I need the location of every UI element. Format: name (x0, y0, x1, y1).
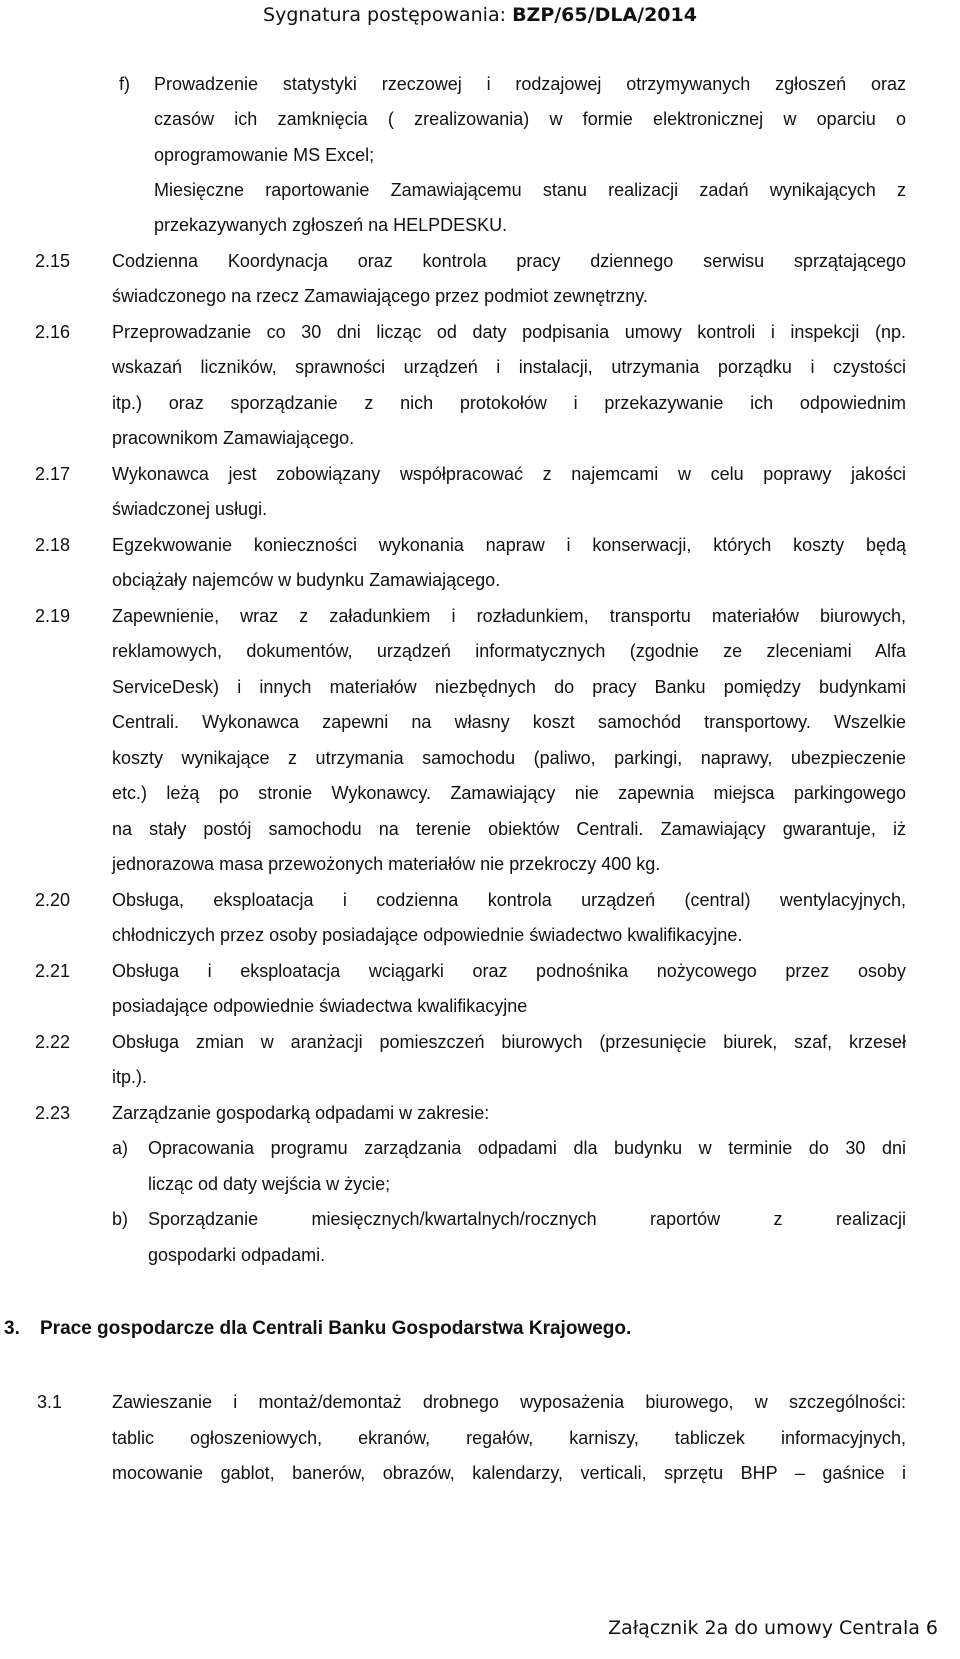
item-number: 2.15 (35, 251, 71, 271)
subitem-line: Sporządzanie miesięcznych/kwartalnych/rocznych raportów z realizacji (148, 1209, 906, 1229)
item-number: 2.17 (35, 464, 71, 484)
page-footer: Załącznik 2a do umowy Centrala 6 (608, 1617, 938, 1639)
item-number: 3.1 (37, 1392, 63, 1412)
item-line: Zarządzanie gospodarką odpadami w zakresie: (112, 1103, 490, 1123)
item-line: ServiceDesk) i innych materiałów niezbędnych do pracy Banku pomiędzy budynkami (112, 677, 906, 697)
section-title: Prace gospodarcze dla Centrali Banku Gospodarstwa Krajowego. (40, 1318, 632, 1339)
item-line: pracownikom Zamawiającego. (112, 428, 355, 448)
item-number: 2.18 (35, 535, 71, 555)
item-line: tablic ogłoszeniowych, ekranów, regałów, karniszy, tabliczek informacyjnych, (112, 1428, 906, 1448)
item-line: Obsługa zmian w aranżacji pomieszczeń biurowych (przesunięcie biurek, szaf, krzeseł (112, 1032, 906, 1052)
item-line: Wykonawca jest zobowiązany współpracować z najemcami w celu poprawy jakości (112, 464, 906, 484)
item-number: 2.21 (35, 961, 71, 981)
item-line: obciążały najemców w budynku Zamawiającego. (112, 570, 501, 590)
item-line: itp.) oraz sporządzanie z nich protokołów i przekazywanie ich odpowiednim (112, 393, 906, 413)
item-line: mocowanie gablot, banerów, obrazów, kalendarzy, verticali, sprzętu BHP – gaśnice i (112, 1463, 906, 1483)
item-number: 2.20 (35, 890, 71, 910)
item-number: 2.23 (35, 1103, 71, 1123)
item-f-line: Miesięczne raportowanie Zamawiającemu stanu realizacji zadań wynikających z (154, 180, 906, 200)
item-line: Zawieszanie i montaż/demontaż drobnego wyposażenia biurowego, w szczególności: (112, 1392, 906, 1412)
item-line: Przeprowadzanie co 30 dni licząc od daty podpisania umowy kontroli i inspekcji (np. (112, 322, 906, 342)
item-f-line: czasów ich zamknięcia ( zrealizowania) w formie elektronicznej w oparciu o (154, 109, 906, 129)
item-f-label: f) (119, 74, 130, 94)
item-line: świadczonego na rzecz Zamawiającego przez podmiot zewnętrzny. (112, 286, 648, 306)
item-line: Obsługa i eksploatacja wciągarki oraz podnośnika nożycowego przez osoby (112, 961, 906, 981)
subitem-line: Opracowania programu zarządzania odpadami dla budynku w terminie do 30 dni (148, 1138, 906, 1158)
item-line: itp.). (112, 1067, 148, 1087)
item-line: Zapewnienie, wraz z załadunkiem i rozładunkiem, transportu materiałów biurowych, (112, 606, 906, 626)
item-line: etc.) leżą po stronie Wykonawcy. Zamawiający nie zapewnia miejsca parkingowego (112, 783, 906, 803)
header-prefix: Sygnatura postępowania: (263, 4, 513, 26)
subitem-label: b) (112, 1209, 129, 1229)
item-line: na stały postój samochodu na terenie obiektów Centrali. Zamawiający gwarantuje, iż (112, 819, 906, 839)
item-line: Codzienna Koordynacja oraz kontrola pracy dziennego serwisu sprzątającego (112, 251, 906, 271)
item-number: 2.19 (35, 606, 71, 626)
item-line: Obsługa, eksploatacja i codzienna kontrola urządzeń (central) wentylacyjnych, (112, 890, 906, 910)
item-number: 2.16 (35, 322, 71, 342)
item-line: reklamowych, dokumentów, urządzeń informatycznych (zgodnie ze zleceniami Alfa (112, 641, 906, 661)
item-line: jednorazowa masa przewożonych materiałów nie przekroczy 400 kg. (112, 854, 661, 874)
item-f-line: przekazywanych zgłoszeń na HELPDESKU. (154, 215, 508, 235)
section-number: 3. (4, 1318, 20, 1339)
item-line: chłodniczych przez osoby posiadające odpowiednie świadectwo kwalifikacyjne. (112, 925, 743, 945)
item-line: Egzekwowanie konieczności wykonania napraw i konserwacji, których koszty będą (112, 535, 906, 555)
item-line: koszty wynikające z utrzymania samochodu (paliwo, parkingi, naprawy, ubezpieczenie (112, 748, 906, 768)
item-line: Centrali. Wykonawca zapewni na własny koszt samochód transportowy. Wszelkie (112, 712, 906, 732)
item-f-line: Prowadzenie statystyki rzeczowej i rodzajowej otrzymywanych zgłoszeń oraz (154, 74, 906, 94)
item-line: posiadające odpowiednie świadectwa kwalifikacyjne (112, 996, 528, 1016)
subitem-line: gospodarki odpadami. (148, 1245, 326, 1265)
item-line: świadczonej usługi. (112, 499, 268, 519)
page-header (0, 4, 960, 26)
item-f-line: oprogramowanie MS Excel; (154, 145, 375, 165)
item-line: wskazań liczników, sprawności urządzeń i instalacji, utrzymania porządku i czystości (112, 357, 906, 377)
item-number: 2.22 (35, 1032, 71, 1052)
subitem-label: a) (112, 1138, 129, 1158)
subitem-line: licząc od daty wejścia w życie; (148, 1174, 391, 1194)
header-code: BZP/65/DLA/2014 (512, 4, 697, 26)
